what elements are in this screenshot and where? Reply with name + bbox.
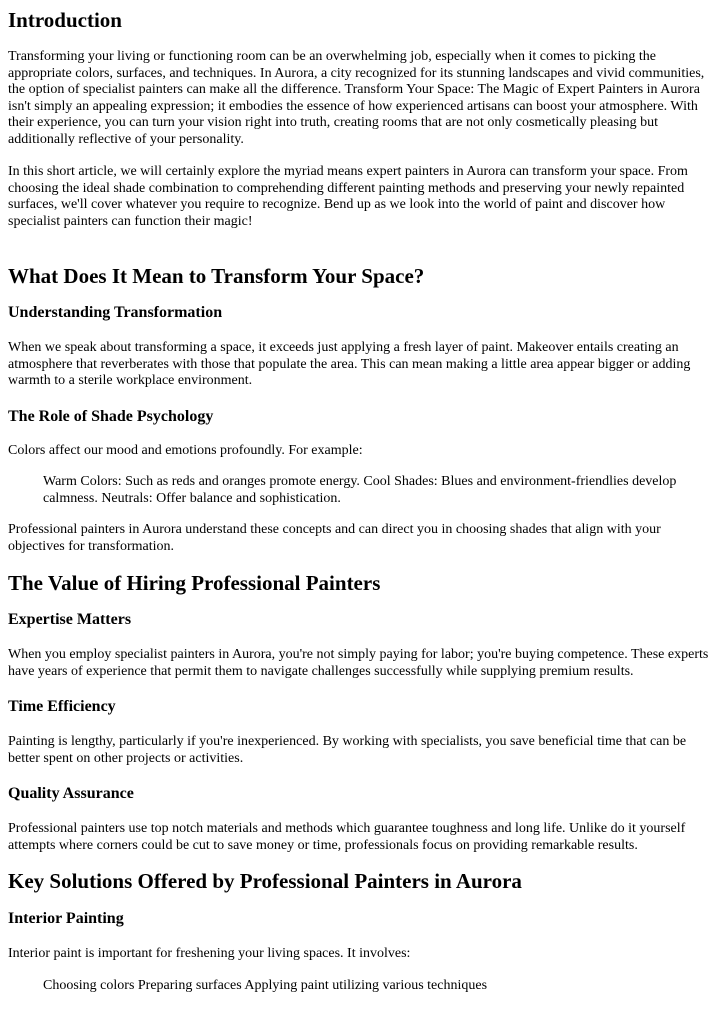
heading-introduction: Introduction bbox=[8, 8, 122, 32]
subheading-time-efficiency: Time Efficiency bbox=[8, 698, 116, 715]
psychology-paragraph: Colors affect our mood and emotions profoundly. For example: bbox=[8, 442, 363, 458]
subheading-quality-assurance: Quality Assurance bbox=[8, 785, 134, 802]
psychology-closing-paragraph: Professional painters in Aurora understand these concepts and can direct you in choosing shades that align with your objectives for transformation. bbox=[8, 522, 661, 554]
article-page bbox=[0, 7, 720, 994]
heading-transform-space: What Does It Mean to Transform Your Space? bbox=[8, 264, 425, 288]
interior-paragraph: Interior paint is important for freshening your living spaces. It involves: bbox=[8, 946, 411, 961]
color-list-blockquote: Warm Colors: Such as reds and oranges promote energy. Cool Shades: Blues and environment-friendlies develop calmness. Neutrals: Offer balance and sophistication. bbox=[43, 474, 677, 506]
subheading-expertise-matters: Expertise Matters bbox=[8, 611, 132, 628]
subheading-shade-psychology: The Role of Shade Psychology bbox=[8, 407, 214, 425]
heading-key-solutions: Key Solutions Offered by Professional Painters in Aurora bbox=[8, 869, 522, 893]
understanding-paragraph: When we speak about transforming a space, it exceeds just applying a fresh layer of paint. Makeover entails creating an atmosphere that reverberates with those that populate the area. This can mean making a little area appear bigger or adding warmth to a sterile workplace environment. bbox=[8, 340, 691, 388]
subheading-interior-painting: Interior Painting bbox=[8, 910, 124, 927]
heading-value-of-hiring: The Value of Hiring Professional Painters bbox=[8, 571, 381, 595]
intro-paragraph-2: In this short article, we will certainly explore the myriad means expert painters in Aurora can transform your space. From choosing the ideal shade combination to comprehending different painting methods and preserving your newly repainted surfaces, we'll cover whatever you require to recognize. Bend up as we look into the world of paint and discover how specialist painters can function their magic! bbox=[8, 164, 688, 229]
quality-paragraph: Professional painters use top notch materials and methods which guarantee toughness and long life. Unlike do it yourself attempts where corners could be cut to save money or time, professionals focus on providing remarkable results. bbox=[8, 821, 686, 853]
interior-list-blockquote: Choosing colors Preparing surfaces Applying paint utilizing various techniques bbox=[43, 977, 488, 993]
subheading-understanding-transformation: Understanding Transformation bbox=[8, 304, 223, 321]
intro-paragraph-1: Transforming your living or functioning room can be an overwhelming job, especially when it comes to picking the appropriate colors, surfaces, and techniques. In Aurora, a city recognized for its stunning landscapes and vivid communities, the option of specialist painters can make all the difference. Transform Your Space: The Magic of Expert Painters in Aurora isn't simply an appealing expression; it embodies the essence of how experienced artisans can boost your atmosphere. With their experience, you can turn your vision right into truth, creating rooms that are not only cosmetically pleasing but additionally reflective of your personality. bbox=[8, 49, 705, 147]
time-paragraph: Painting is lengthy, particularly if you're inexperienced. By working with specialists, you save beneficial time that can be better spent on other projects or activities. bbox=[8, 734, 687, 766]
expertise-paragraph: When you employ specialist painters in Aurora, you're not simply paying for labor; you're buying competence. These experts have years of experience that permit them to navigate challenges successfully while supplying premium results. bbox=[8, 647, 709, 679]
